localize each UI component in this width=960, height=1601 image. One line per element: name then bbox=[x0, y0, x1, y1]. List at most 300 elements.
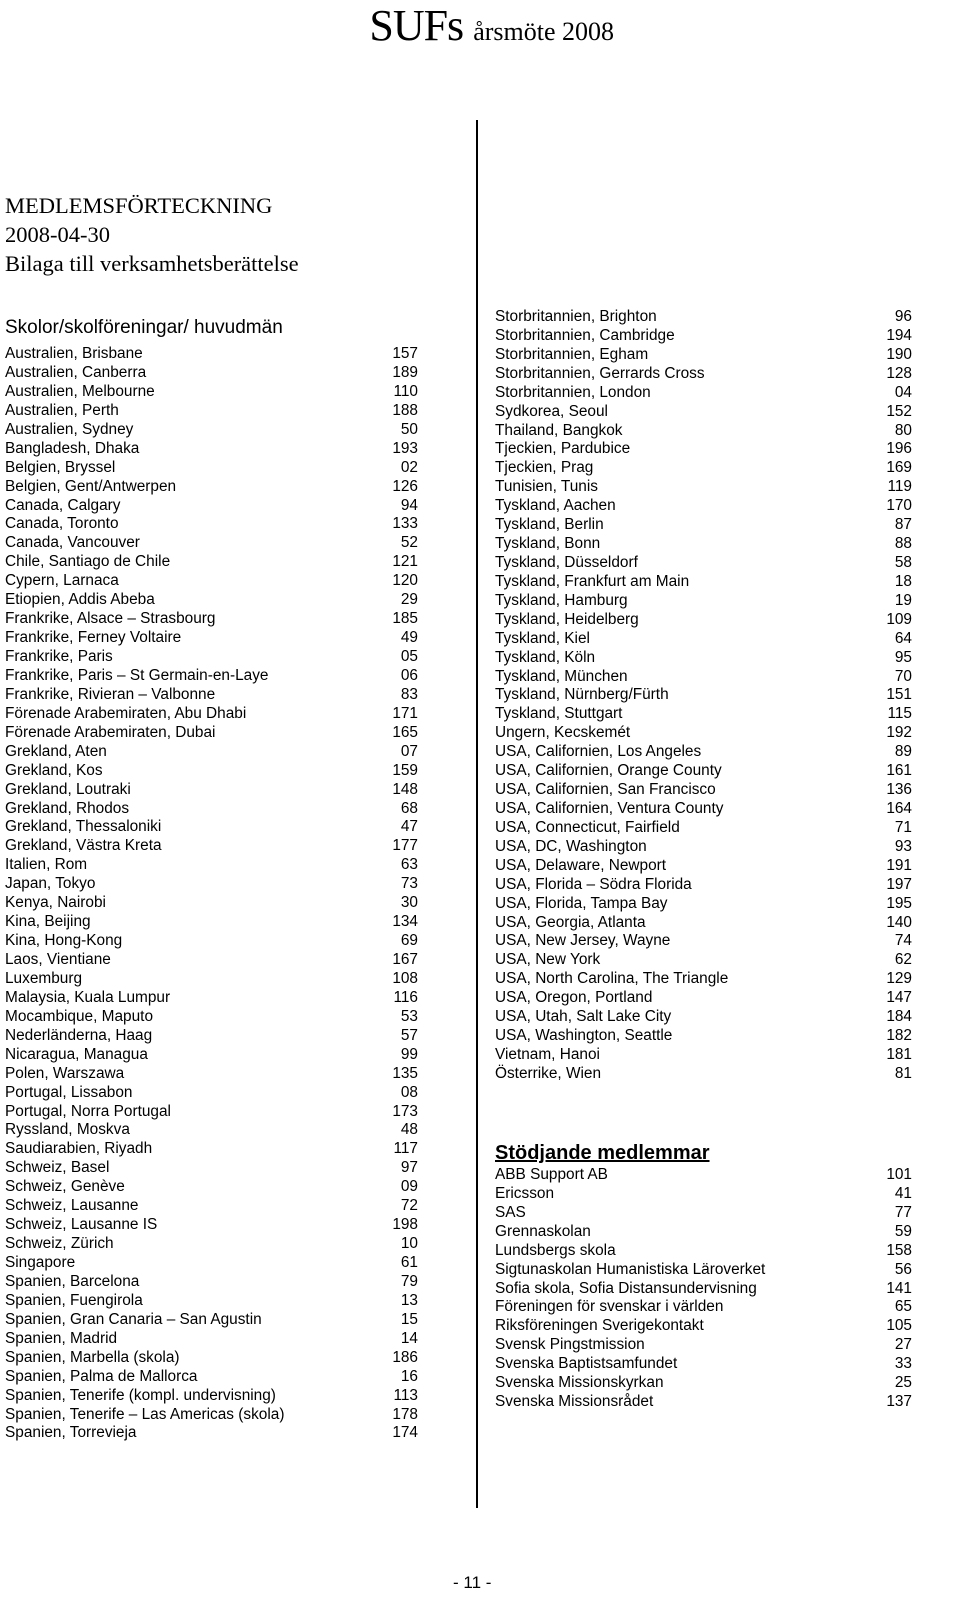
member-number: 73 bbox=[400, 875, 418, 893]
list-item bbox=[495, 478, 912, 497]
column-divider bbox=[476, 120, 478, 1508]
list-item bbox=[495, 535, 912, 554]
member-name: Spanien, Tenerife – Las Americas (skola) bbox=[5, 1405, 285, 1423]
list-item bbox=[5, 515, 418, 534]
member-name: Tyskland, Köln bbox=[495, 648, 596, 666]
member-name: USA, Georgia, Atlanta bbox=[495, 913, 646, 931]
member-number: 169 bbox=[886, 459, 912, 477]
list-item bbox=[495, 1393, 912, 1412]
member-number: 08 bbox=[400, 1083, 418, 1101]
list-item bbox=[5, 629, 418, 648]
list-item bbox=[5, 1103, 418, 1122]
member-number: 133 bbox=[392, 515, 418, 533]
list-item bbox=[495, 384, 912, 403]
member-number: 189 bbox=[392, 363, 418, 381]
member-name: Portugal, Norra Portugal bbox=[5, 1102, 171, 1120]
member-name: Förenade Arabemiraten, Dubai bbox=[5, 723, 216, 741]
member-number: 14 bbox=[400, 1329, 418, 1347]
list-item bbox=[495, 1355, 912, 1374]
member-name: Japan, Tokyo bbox=[5, 875, 96, 893]
member-name: Schweiz, Zürich bbox=[5, 1235, 114, 1253]
list-item bbox=[495, 781, 912, 800]
member-name: Grekland, Västra Kreta bbox=[5, 837, 162, 855]
member-name: Kina, Hong-Kong bbox=[5, 932, 123, 950]
member-number: 87 bbox=[894, 516, 912, 534]
list-item bbox=[495, 630, 912, 649]
member-number: 108 bbox=[392, 969, 418, 987]
list-item bbox=[5, 705, 418, 724]
list-item bbox=[5, 402, 418, 421]
member-name: USA, New Jersey, Wayne bbox=[495, 932, 671, 950]
member-number: 192 bbox=[886, 724, 912, 742]
member-name: Sofia skola, Sofia Distansundervisning bbox=[495, 1279, 757, 1297]
member-name: Frankrike, Alsace – Strasbourg bbox=[5, 610, 216, 628]
list-item bbox=[495, 1261, 912, 1280]
list-item bbox=[495, 1204, 912, 1223]
list-item bbox=[5, 421, 418, 440]
member-number: 83 bbox=[400, 685, 418, 703]
list-item bbox=[5, 1406, 418, 1425]
member-number: 95 bbox=[894, 648, 912, 666]
list-item bbox=[5, 553, 418, 572]
list-item bbox=[495, 876, 912, 895]
member-number: 152 bbox=[886, 402, 912, 420]
list-item bbox=[495, 592, 912, 611]
member-number: 93 bbox=[894, 837, 912, 855]
member-number: 79 bbox=[400, 1272, 418, 1290]
schools-section-title: Skolor/skolföreningar/ huvudmän bbox=[5, 317, 283, 338]
member-number: 120 bbox=[392, 572, 418, 590]
member-name: Italien, Rom bbox=[5, 856, 88, 874]
list-item bbox=[495, 1046, 912, 1065]
member-number: 196 bbox=[886, 440, 912, 458]
member-number: 63 bbox=[400, 856, 418, 874]
list-item bbox=[495, 327, 912, 346]
member-number: 62 bbox=[894, 951, 912, 969]
member-name: Spanien, Barcelona bbox=[5, 1272, 140, 1290]
list-item bbox=[495, 459, 912, 478]
list-item bbox=[5, 1159, 418, 1178]
member-number: 113 bbox=[393, 1386, 418, 1404]
member-number: 15 bbox=[400, 1310, 418, 1328]
member-name: Storbritannien, Brighton bbox=[495, 308, 657, 325]
member-name: Grekland, Rhodos bbox=[5, 799, 130, 817]
member-name: Schweiz, Genève bbox=[5, 1178, 125, 1196]
member-number: 72 bbox=[400, 1197, 418, 1215]
list-item bbox=[5, 497, 418, 516]
member-name: Laos, Vientiane bbox=[5, 951, 111, 968]
list-item bbox=[5, 932, 418, 951]
member-number: 02 bbox=[400, 458, 418, 476]
member-name: Thailand, Bangkok bbox=[495, 421, 623, 439]
member-name: Chile, Santiago de Chile bbox=[5, 553, 171, 571]
member-number: 116 bbox=[393, 988, 418, 1006]
member-number: 70 bbox=[894, 667, 912, 685]
member-number: 186 bbox=[392, 1348, 418, 1366]
member-number: 18 bbox=[894, 572, 912, 590]
member-number: 158 bbox=[886, 1241, 912, 1259]
member-name: Grennaskolan bbox=[495, 1222, 591, 1240]
member-name: Tjeckien, Prag bbox=[495, 459, 594, 477]
member-number: 29 bbox=[400, 591, 418, 609]
list-item bbox=[495, 1374, 912, 1393]
member-number: 191 bbox=[886, 856, 912, 874]
list-item bbox=[5, 345, 418, 364]
member-number: 09 bbox=[400, 1178, 418, 1196]
member-number: 119 bbox=[887, 478, 912, 496]
list-item bbox=[5, 781, 418, 800]
member-name: Frankrike, Paris – St Germain-en-Laye bbox=[5, 666, 269, 684]
member-name: Tunisien, Tunis bbox=[495, 478, 598, 496]
member-number: 52 bbox=[400, 534, 418, 552]
list-item bbox=[5, 364, 418, 383]
member-number: 135 bbox=[392, 1064, 418, 1082]
member-name: ABB Support AB bbox=[495, 1166, 608, 1183]
list-item bbox=[5, 762, 418, 781]
member-name: Storbritannien, Gerrards Cross bbox=[495, 364, 705, 382]
member-number: 94 bbox=[400, 496, 418, 514]
list-item bbox=[5, 459, 418, 478]
list-item bbox=[495, 857, 912, 876]
member-name: USA, Florida, Tampa Bay bbox=[495, 894, 668, 912]
schools-list-right bbox=[495, 308, 912, 1084]
list-item bbox=[495, 743, 912, 762]
member-name: Kina, Beijing bbox=[5, 913, 91, 931]
member-name: USA, Utah, Salt Lake City bbox=[495, 1008, 672, 1026]
supporting-members-list bbox=[495, 1166, 912, 1412]
list-item bbox=[495, 1008, 912, 1027]
member-number: 197 bbox=[886, 875, 912, 893]
member-name: Polen, Warszawa bbox=[5, 1064, 125, 1082]
member-number: 25 bbox=[894, 1374, 912, 1392]
member-name: Singapore bbox=[5, 1254, 76, 1271]
member-number: 89 bbox=[894, 743, 912, 761]
list-item bbox=[495, 1027, 912, 1046]
list-item bbox=[495, 800, 912, 819]
member-name: Malaysia, Kuala Lumpur bbox=[5, 988, 171, 1006]
member-name: USA, Washington, Seattle bbox=[495, 1027, 673, 1045]
list-item bbox=[5, 818, 418, 837]
member-name: Sydkorea, Seoul bbox=[495, 402, 608, 420]
member-number: 56 bbox=[894, 1260, 912, 1278]
list-item bbox=[495, 346, 912, 365]
list-item bbox=[495, 705, 912, 724]
list-item bbox=[5, 1065, 418, 1084]
list-item bbox=[5, 1084, 418, 1103]
member-number: 99 bbox=[400, 1045, 418, 1063]
member-name: Canada, Vancouver bbox=[5, 534, 140, 552]
member-number: 182 bbox=[886, 1027, 912, 1045]
list-item bbox=[5, 1216, 418, 1235]
member-number: 07 bbox=[400, 742, 418, 760]
member-number: 80 bbox=[894, 421, 912, 439]
list-item bbox=[495, 440, 912, 459]
list-item bbox=[5, 1140, 418, 1159]
list-item bbox=[5, 913, 418, 932]
member-name: Tyskland, Stuttgart bbox=[495, 705, 623, 723]
member-name: USA, Oregon, Portland bbox=[495, 989, 653, 1007]
member-number: 101 bbox=[886, 1166, 912, 1183]
member-number: 126 bbox=[392, 477, 418, 495]
member-number: 77 bbox=[894, 1203, 912, 1221]
member-number: 151 bbox=[886, 686, 912, 704]
list-item bbox=[5, 989, 418, 1008]
list-item bbox=[495, 970, 912, 989]
member-number: 128 bbox=[886, 364, 912, 382]
list-item bbox=[5, 951, 418, 970]
member-name: USA, Delaware, Newport bbox=[495, 856, 667, 874]
member-name: Tyskland, München bbox=[495, 667, 628, 685]
member-number: 64 bbox=[894, 629, 912, 647]
member-name: Ryssland, Moskva bbox=[5, 1121, 130, 1139]
member-number: 193 bbox=[392, 439, 418, 457]
member-number: 121 bbox=[392, 553, 418, 571]
member-number: 05 bbox=[400, 648, 418, 665]
member-name: Tyskland, Heidelberg bbox=[495, 610, 639, 628]
list-item bbox=[495, 989, 912, 1008]
member-number: 88 bbox=[894, 535, 912, 553]
list-item bbox=[495, 1065, 912, 1084]
page-header-brand bbox=[369, 0, 614, 51]
member-number: 57 bbox=[400, 1026, 418, 1044]
member-name: Tyskland, Bonn bbox=[495, 535, 601, 553]
member-number: 164 bbox=[886, 799, 912, 817]
list-item bbox=[495, 497, 912, 516]
member-name: Schweiz, Basel bbox=[5, 1159, 110, 1177]
list-item bbox=[495, 649, 912, 668]
member-number: 174 bbox=[392, 1424, 418, 1442]
member-name: Grekland, Aten bbox=[5, 742, 107, 760]
list-item bbox=[5, 1178, 418, 1197]
member-number: 188 bbox=[392, 401, 418, 419]
member-name: Luxemburg bbox=[5, 969, 82, 987]
member-number: 129 bbox=[886, 970, 912, 988]
member-number: 59 bbox=[894, 1222, 912, 1240]
member-name: Kenya, Nairobi bbox=[5, 894, 106, 912]
member-number: 71 bbox=[894, 818, 912, 836]
member-name: Nederländerna, Haag bbox=[5, 1026, 153, 1044]
list-item bbox=[495, 686, 912, 705]
member-name: Portugal, Lissabon bbox=[5, 1083, 133, 1101]
member-name: Australien, Canberra bbox=[5, 363, 147, 381]
member-number: 198 bbox=[392, 1216, 418, 1234]
list-item bbox=[495, 308, 912, 327]
member-name: Bangladesh, Dhaka bbox=[5, 439, 140, 457]
list-item bbox=[5, 1121, 418, 1140]
member-number: 69 bbox=[400, 932, 418, 950]
heading-subtitle: Bilaga till verksamhetsberättelse bbox=[5, 251, 299, 276]
brand-sub: årsmöte 2008 bbox=[473, 17, 614, 46]
member-number: 148 bbox=[392, 780, 418, 798]
member-name: USA, Californien, Los Angeles bbox=[495, 743, 702, 761]
member-name: USA, Californien, Orange County bbox=[495, 762, 722, 780]
list-item bbox=[495, 895, 912, 914]
member-number: 178 bbox=[392, 1405, 418, 1423]
member-number: 161 bbox=[886, 762, 912, 780]
member-name: Tyskland, Aachen bbox=[495, 497, 616, 515]
member-name: Australien, Brisbane bbox=[5, 345, 143, 362]
member-name: Australien, Perth bbox=[5, 401, 119, 419]
member-name: Storbritannien, Cambridge bbox=[495, 326, 675, 344]
member-name: Grekland, Loutraki bbox=[5, 780, 131, 798]
member-name: Tyskland, Berlin bbox=[495, 516, 604, 534]
list-item bbox=[495, 1242, 912, 1261]
member-number: 137 bbox=[886, 1393, 912, 1411]
list-item bbox=[5, 1349, 418, 1368]
member-number: 61 bbox=[400, 1254, 418, 1271]
list-item bbox=[5, 1311, 418, 1330]
page-number: - 11 - bbox=[453, 1573, 492, 1592]
list-item bbox=[5, 1424, 418, 1443]
member-name: Svenska Missionsrådet bbox=[495, 1393, 654, 1411]
list-item bbox=[495, 516, 912, 535]
member-name: Schweiz, Lausanne bbox=[5, 1197, 139, 1215]
member-number: 06 bbox=[400, 666, 418, 684]
member-number: 185 bbox=[392, 610, 418, 628]
member-number: 49 bbox=[400, 629, 418, 647]
member-number: 53 bbox=[400, 1007, 418, 1025]
member-number: 117 bbox=[393, 1140, 418, 1158]
list-item bbox=[5, 970, 418, 989]
member-name: Förenade Arabemiraten, Abu Dhabi bbox=[5, 704, 247, 722]
list-item bbox=[495, 1298, 912, 1317]
member-number: 170 bbox=[886, 497, 912, 515]
member-name: Tyskland, Düsseldorf bbox=[495, 553, 638, 571]
member-name: Cypern, Larnaca bbox=[5, 572, 119, 590]
member-name: Spanien, Tenerife (kompl. undervisning) bbox=[5, 1386, 276, 1404]
member-number: 97 bbox=[400, 1159, 418, 1177]
member-number: 105 bbox=[886, 1317, 912, 1335]
list-item bbox=[495, 914, 912, 933]
member-number: 58 bbox=[894, 553, 912, 571]
member-name: Belgien, Gent/Antwerpen bbox=[5, 477, 177, 495]
list-item bbox=[495, 932, 912, 951]
member-name: Tjeckien, Pardubice bbox=[495, 440, 631, 458]
member-number: 50 bbox=[400, 420, 418, 438]
list-item bbox=[5, 1254, 418, 1273]
list-item bbox=[5, 1046, 418, 1065]
list-item bbox=[495, 1166, 912, 1185]
member-number: 136 bbox=[886, 781, 912, 799]
member-number: 48 bbox=[400, 1121, 418, 1139]
member-number: 47 bbox=[400, 818, 418, 836]
member-name: Ungern, Kecskemét bbox=[495, 724, 631, 742]
list-item bbox=[5, 534, 418, 553]
list-item bbox=[495, 611, 912, 630]
member-name: Frankrike, Ferney Voltaire bbox=[5, 629, 182, 647]
list-item bbox=[495, 403, 912, 422]
member-name: Svenska Baptistsamfundet bbox=[495, 1355, 678, 1373]
member-number: 65 bbox=[894, 1298, 912, 1316]
list-item bbox=[5, 1330, 418, 1349]
list-item bbox=[5, 1292, 418, 1311]
member-name: USA, DC, Washington bbox=[495, 837, 647, 855]
list-item bbox=[495, 573, 912, 592]
member-number: 134 bbox=[392, 913, 418, 931]
schools-list-left bbox=[5, 345, 418, 1443]
member-number: 16 bbox=[400, 1367, 418, 1385]
heading-title: MEDLEMSFÖRTECKNING bbox=[5, 193, 273, 218]
member-number: 13 bbox=[400, 1291, 418, 1309]
member-number: 04 bbox=[894, 383, 912, 401]
member-name: Tyskland, Hamburg bbox=[495, 591, 628, 609]
list-item bbox=[5, 610, 418, 629]
list-item bbox=[5, 837, 418, 856]
member-name: Ericsson bbox=[495, 1184, 555, 1202]
list-item bbox=[5, 1008, 418, 1027]
list-item bbox=[5, 383, 418, 402]
member-name: Etiopien, Addis Abeba bbox=[5, 591, 155, 609]
member-name: USA, Californien, Ventura County bbox=[495, 799, 724, 817]
document-heading bbox=[5, 191, 299, 278]
member-name: USA, New York bbox=[495, 951, 601, 969]
member-number: 110 bbox=[393, 382, 418, 400]
member-number: 30 bbox=[400, 894, 418, 912]
member-name: Svenska Missionskyrkan bbox=[495, 1374, 664, 1392]
member-number: 147 bbox=[886, 989, 912, 1007]
brand-main: SUFs bbox=[369, 1, 464, 50]
member-number: 190 bbox=[886, 345, 912, 363]
list-item bbox=[495, 1280, 912, 1299]
member-name: Frankrike, Rivieran – Valbonne bbox=[5, 685, 216, 703]
member-name: Australien, Melbourne bbox=[5, 382, 155, 400]
list-item bbox=[495, 838, 912, 857]
list-item bbox=[495, 1317, 912, 1336]
member-number: 181 bbox=[886, 1045, 912, 1063]
member-name: Nicaragua, Managua bbox=[5, 1045, 148, 1063]
list-item bbox=[495, 422, 912, 441]
list-item bbox=[495, 724, 912, 743]
list-item bbox=[495, 554, 912, 573]
member-number: 140 bbox=[886, 913, 912, 931]
member-name: Spanien, Madrid bbox=[5, 1329, 118, 1347]
member-name: Saudiarabien, Riyadh bbox=[5, 1140, 153, 1158]
member-number: 41 bbox=[894, 1184, 912, 1202]
member-name: Grekland, Kos bbox=[5, 761, 103, 779]
member-number: 74 bbox=[894, 932, 912, 950]
member-name: Storbritannien, Egham bbox=[495, 345, 649, 363]
member-name: SAS bbox=[495, 1203, 526, 1221]
member-name: Belgien, Bryssel bbox=[5, 458, 116, 476]
member-number: 68 bbox=[400, 799, 418, 817]
member-name: Spanien, Fuengirola bbox=[5, 1291, 143, 1309]
member-name: USA, Florida – Södra Florida bbox=[495, 875, 692, 893]
heading-date: 2008-04-30 bbox=[5, 222, 110, 247]
member-number: 159 bbox=[392, 761, 418, 779]
member-name: Spanien, Torrevieja bbox=[5, 1424, 137, 1442]
list-item bbox=[495, 1336, 912, 1355]
list-item bbox=[5, 572, 418, 591]
member-name: Österrike, Wien bbox=[495, 1064, 602, 1082]
supporting-section-title: Stödjande medlemmar bbox=[495, 1142, 710, 1164]
member-name: USA, North Carolina, The Triangle bbox=[495, 970, 729, 988]
member-number: 195 bbox=[886, 894, 912, 912]
list-item bbox=[5, 743, 418, 762]
list-item bbox=[5, 800, 418, 819]
member-name: Tyskland, Frankfurt am Main bbox=[495, 572, 690, 590]
member-number: 141 bbox=[886, 1279, 912, 1297]
list-item bbox=[5, 875, 418, 894]
member-name: Sigtunaskolan Humanistiska Läroverket bbox=[495, 1260, 766, 1278]
list-item bbox=[5, 1368, 418, 1387]
list-item bbox=[5, 667, 418, 686]
member-number: 177 bbox=[392, 837, 418, 855]
list-item bbox=[495, 668, 912, 687]
member-number: 157 bbox=[392, 345, 418, 362]
member-number: 33 bbox=[894, 1355, 912, 1373]
list-item bbox=[495, 762, 912, 781]
member-name: Mocambique, Maputo bbox=[5, 1007, 153, 1025]
